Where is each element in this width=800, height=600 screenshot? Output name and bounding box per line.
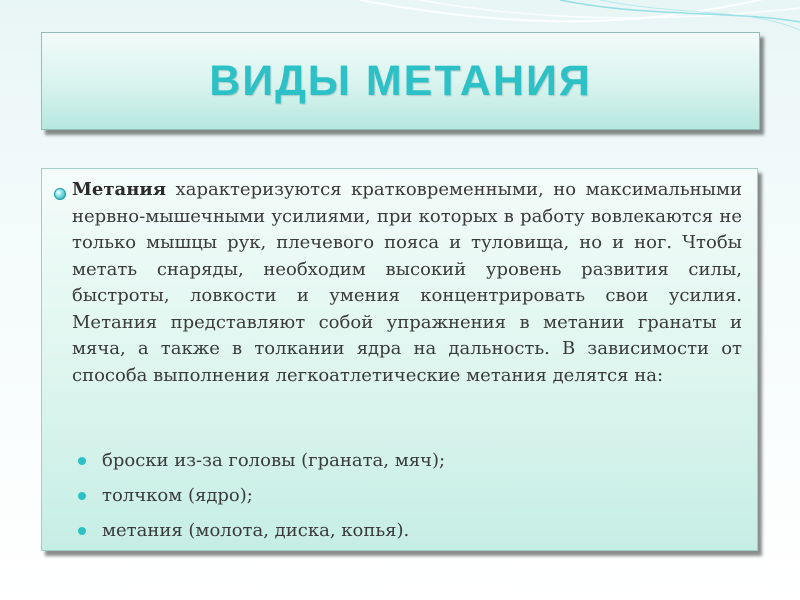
- list-item-text: броски из-за головы (граната, мяч);: [102, 450, 446, 471]
- bullet-icon: [78, 457, 86, 465]
- list-item: [72, 443, 445, 478]
- list-item: [72, 513, 445, 548]
- bullet-icon: [78, 492, 86, 500]
- main-bullet-icon: [54, 188, 66, 200]
- list-item-text: толчком (ядро);: [102, 485, 253, 506]
- bullet-icon: [78, 527, 86, 535]
- list-item: [72, 478, 445, 513]
- main-paragraph: [54, 177, 742, 389]
- paragraph-body: характеризуются кратковременными, но максимальными нервно-мышечными усилиями, при которых в работу вовлекаются не только мышцы рук, плечевого пояса и туловища, но и ног. Чтобы метать снаряды, необходим высокий уровень развития силы, быстроты, ловкости и умения концентрировать свои усилия. Метания представляют собой упражнения в метании гранаты и мяча, а также в толкании ядра на дальность. В зависимости от способа выполнения легкоатлетические метания делятся на:: [72, 179, 742, 386]
- slide-title: ВИДЫ МЕТАНИЯ: [209, 56, 592, 105]
- content-box: [41, 168, 758, 551]
- paragraph-term: Метания: [72, 179, 167, 200]
- title-box: [41, 32, 760, 130]
- list-item-text: метания (молота, диска, копья).: [102, 520, 410, 541]
- sub-list: [72, 443, 445, 548]
- paragraph-text: [54, 177, 742, 389]
